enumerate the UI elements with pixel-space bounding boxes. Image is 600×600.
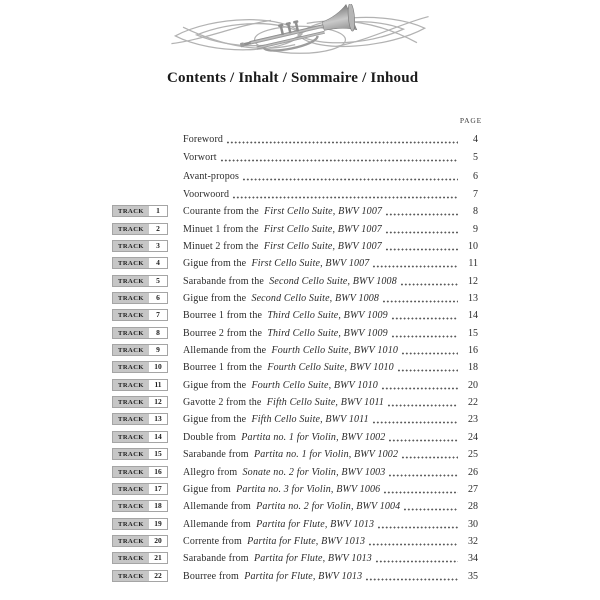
page-number: 22 bbox=[468, 397, 478, 409]
track-number: 14 bbox=[149, 432, 167, 442]
toc-row-track bbox=[112, 444, 478, 461]
track-badge bbox=[112, 483, 168, 495]
dot-leader bbox=[388, 434, 458, 443]
track-badge-label: TRACK bbox=[113, 571, 149, 581]
entry-prefix: Gigue from the bbox=[183, 293, 249, 305]
entry-work-italic: Fifth Cello Suite, BWV 1011 bbox=[266, 397, 385, 409]
track-badge bbox=[112, 431, 168, 443]
track-badge-label: TRACK bbox=[113, 449, 149, 459]
track-badge bbox=[112, 570, 168, 582]
entry-prefix: Sarabande from the bbox=[183, 275, 267, 287]
dot-leader bbox=[365, 573, 458, 582]
toc-row-track bbox=[112, 201, 478, 218]
toc-row-front-matter bbox=[112, 164, 478, 183]
page-number: 5 bbox=[473, 152, 478, 163]
track-number: 4 bbox=[149, 258, 167, 268]
track-badge-label: TRACK bbox=[113, 467, 149, 477]
track-badge-col bbox=[112, 483, 183, 496]
dot-leader bbox=[385, 208, 458, 217]
entry-prefix: Minuet 2 from the bbox=[183, 241, 262, 253]
entry-title bbox=[183, 224, 382, 236]
track-badge bbox=[112, 240, 168, 252]
track-badge bbox=[112, 535, 168, 547]
dot-leader bbox=[383, 486, 458, 495]
dot-leader bbox=[375, 555, 458, 564]
track-number: 6 bbox=[149, 293, 167, 303]
entry-prefix: Double from bbox=[183, 431, 239, 443]
dot-leader bbox=[385, 243, 458, 252]
track-badge-label: TRACK bbox=[113, 258, 149, 268]
track-badge-col bbox=[112, 379, 183, 392]
toc-row-track bbox=[112, 270, 478, 287]
page-number: 15 bbox=[468, 327, 478, 339]
track-badge-label: TRACK bbox=[113, 310, 149, 320]
entry-title bbox=[183, 152, 217, 164]
entry-work-italic: Partita no. 1 for Violin, BWV 1002 bbox=[253, 449, 399, 461]
page-number: 20 bbox=[468, 379, 478, 391]
dot-leader bbox=[242, 173, 458, 182]
dot-leader bbox=[391, 312, 458, 321]
entry-prefix: Sarabande from bbox=[183, 449, 252, 461]
page-number: 34 bbox=[468, 553, 478, 565]
page-number: 28 bbox=[468, 501, 478, 513]
entry-work-italic: Partita no. 3 for Violin, BWV 1006 bbox=[236, 483, 381, 495]
track-badge-col bbox=[112, 309, 183, 322]
entry-work-italic: Partita for Flute, BWV 1013 bbox=[253, 553, 372, 565]
entry-work-italic: Partita no. 2 for Violin, BWV 1004 bbox=[256, 501, 401, 513]
dot-leader bbox=[388, 469, 458, 478]
entry-work-italic: Partita no. 1 for Violin, BWV 1002 bbox=[241, 431, 386, 443]
track-badge bbox=[112, 396, 168, 408]
track-badge-col bbox=[112, 570, 183, 583]
dot-leader bbox=[372, 416, 458, 425]
track-number: 21 bbox=[149, 553, 167, 563]
entry-prefix: Gavotte 2 from the bbox=[183, 397, 265, 409]
track-number: 1 bbox=[149, 206, 167, 216]
track-badge-col bbox=[112, 466, 183, 479]
page-number: 6 bbox=[473, 170, 478, 182]
track-badge-label: TRACK bbox=[113, 414, 149, 424]
entry-work-italic: Sonate no. 2 for Violin, BWV 1003 bbox=[242, 466, 386, 478]
track-number: 11 bbox=[149, 380, 167, 390]
track-number: 17 bbox=[149, 484, 167, 494]
entry-prefix: Allemande from bbox=[183, 501, 254, 513]
entry-work-italic: Second Cello Suite, BWV 1008 bbox=[269, 275, 397, 287]
track-badge-col bbox=[112, 344, 183, 357]
dot-leader bbox=[226, 136, 458, 145]
page-number: 23 bbox=[468, 414, 478, 426]
entry-work-italic: Partita for Flute, BWV 1013 bbox=[256, 518, 375, 530]
toc-row-track bbox=[112, 374, 478, 391]
entry-prefix: Bourree 2 from the bbox=[183, 327, 265, 339]
entry-title bbox=[183, 571, 362, 583]
toc-row-track bbox=[112, 565, 478, 582]
track-badge-col bbox=[112, 361, 183, 374]
track-badge-label: TRACK bbox=[113, 432, 149, 442]
entry-title bbox=[183, 484, 380, 496]
entry-work-italic: First Cello Suite, BWV 1007 bbox=[264, 206, 383, 218]
track-badge bbox=[112, 327, 168, 339]
track-badge bbox=[112, 292, 168, 304]
page-number: 30 bbox=[468, 518, 478, 530]
track-badge bbox=[112, 275, 168, 287]
entry-title bbox=[183, 414, 369, 426]
toc-row-track bbox=[112, 409, 478, 426]
track-number: 5 bbox=[149, 276, 167, 286]
page-number: 18 bbox=[468, 362, 478, 374]
entry-prefix: Allegro from bbox=[183, 466, 240, 478]
toc-row-track bbox=[112, 531, 478, 548]
entry-work-italic: Partita for Flute, BWV 1013 bbox=[244, 570, 363, 582]
entry-label: Voorwoord bbox=[183, 189, 230, 200]
dot-leader bbox=[403, 503, 458, 512]
track-badge-label: TRACK bbox=[113, 519, 149, 529]
track-badge bbox=[112, 466, 168, 478]
track-badge-label: TRACK bbox=[113, 380, 149, 390]
toc-row-track bbox=[112, 548, 478, 565]
entry-title bbox=[183, 258, 369, 270]
entry-prefix: Allemande from the bbox=[183, 345, 269, 357]
toc-row-track bbox=[112, 253, 478, 270]
entry-title bbox=[183, 189, 229, 201]
trumpet-graphic bbox=[237, 4, 361, 60]
page-number: 32 bbox=[468, 535, 478, 547]
toc-row-track bbox=[112, 426, 478, 443]
toc-row-track bbox=[112, 392, 478, 409]
entry-work-italic: Fourth Cello Suite, BWV 1010 bbox=[271, 345, 398, 357]
entry-prefix: Bourree 1 from the bbox=[183, 362, 265, 374]
entry-prefix: Bourree from bbox=[183, 570, 242, 582]
table-of-contents bbox=[112, 127, 478, 583]
track-badge bbox=[112, 361, 168, 373]
track-number: 16 bbox=[149, 467, 167, 477]
page-number: 4 bbox=[473, 133, 478, 145]
page-title: Contents / Inhalt / Sommaire / Inhoud bbox=[167, 70, 419, 86]
track-badge-label: TRACK bbox=[113, 224, 149, 234]
entry-title bbox=[183, 328, 388, 340]
track-badge-label: TRACK bbox=[113, 553, 149, 563]
toc-row-front-matter bbox=[112, 146, 478, 165]
entry-prefix: Minuet 1 from the bbox=[183, 223, 262, 235]
track-number: 10 bbox=[149, 362, 167, 372]
track-badge-label: TRACK bbox=[113, 362, 149, 372]
entry-title bbox=[183, 519, 374, 531]
toc-row-front-matter bbox=[112, 183, 478, 202]
entry-prefix: Allemande from bbox=[183, 518, 254, 530]
track-badge bbox=[112, 223, 168, 235]
track-number: 15 bbox=[149, 449, 167, 459]
track-badge-col bbox=[112, 223, 183, 236]
toc-row-track bbox=[112, 288, 478, 305]
entry-prefix: Bourree 1 from the bbox=[183, 310, 265, 322]
toc-row-track bbox=[112, 305, 478, 322]
track-badge-col bbox=[112, 535, 183, 548]
track-badge bbox=[112, 500, 168, 512]
entry-title bbox=[183, 380, 378, 392]
track-badge bbox=[112, 344, 168, 356]
track-badge-col bbox=[112, 257, 183, 270]
entry-title bbox=[183, 206, 382, 218]
toc-row-track bbox=[112, 496, 478, 513]
dot-leader bbox=[391, 330, 458, 339]
entry-work-italic: First Cello Suite, BWV 1007 bbox=[263, 223, 382, 235]
track-badge bbox=[112, 448, 168, 460]
track-number: 18 bbox=[149, 501, 167, 511]
entry-label: Vorwort bbox=[183, 152, 217, 163]
entry-work-italic: Fourth Cello Suite, BWV 1010 bbox=[267, 362, 394, 374]
track-badge bbox=[112, 205, 168, 217]
entry-title bbox=[183, 293, 379, 305]
track-badge-label: TRACK bbox=[113, 241, 149, 251]
entry-prefix: Courante from the bbox=[183, 206, 262, 218]
track-number: 20 bbox=[149, 536, 167, 546]
entry-prefix: Sarabande from bbox=[183, 553, 252, 565]
toc-row-track bbox=[112, 218, 478, 235]
page-number: 13 bbox=[468, 293, 478, 305]
toc-row-track bbox=[112, 322, 478, 339]
entry-work-italic: Third Cello Suite, BWV 1009 bbox=[267, 327, 388, 339]
track-badge-label: TRACK bbox=[113, 276, 149, 286]
entry-title bbox=[183, 362, 394, 374]
track-badge-col bbox=[112, 396, 183, 409]
track-badge-label: TRACK bbox=[113, 484, 149, 494]
entry-prefix: Gigue from the bbox=[183, 258, 249, 270]
entry-title bbox=[183, 171, 239, 183]
page-number: 35 bbox=[468, 570, 478, 582]
track-badge-col bbox=[112, 292, 183, 305]
entry-work-italic: Fourth Cello Suite, BWV 1010 bbox=[251, 379, 378, 391]
page-number: 27 bbox=[468, 483, 478, 495]
track-badge-col bbox=[112, 518, 183, 531]
dot-leader bbox=[368, 538, 458, 547]
entry-title bbox=[183, 467, 385, 479]
entry-prefix: Corrente from bbox=[183, 535, 245, 547]
entry-label: Avant-propos bbox=[183, 170, 240, 182]
track-number: 3 bbox=[149, 241, 167, 251]
track-badge-label: TRACK bbox=[113, 206, 149, 216]
entry-title bbox=[183, 553, 372, 565]
track-badge-col bbox=[112, 327, 183, 340]
entry-prefix: Gigue from bbox=[183, 483, 234, 495]
entry-title bbox=[183, 310, 388, 322]
entry-title bbox=[183, 536, 365, 548]
track-number: 19 bbox=[149, 519, 167, 529]
track-badge-col bbox=[112, 275, 183, 288]
dot-leader bbox=[381, 382, 458, 391]
toc-row-track bbox=[112, 461, 478, 478]
toc-row-track bbox=[112, 357, 478, 374]
track-number: 2 bbox=[149, 224, 167, 234]
track-badge-col bbox=[112, 431, 183, 444]
entry-title bbox=[183, 432, 385, 444]
track-badge bbox=[112, 552, 168, 564]
track-badge bbox=[112, 413, 168, 425]
track-badge-col bbox=[112, 500, 183, 513]
entry-title bbox=[183, 449, 398, 461]
track-badge bbox=[112, 379, 168, 391]
entry-work-italic: Second Cello Suite, BWV 1008 bbox=[251, 293, 380, 305]
entry-work-italic: Third Cello Suite, BWV 1009 bbox=[267, 310, 388, 322]
track-number: 12 bbox=[149, 397, 167, 407]
track-badge-col bbox=[112, 448, 183, 461]
page-number: 10 bbox=[468, 241, 478, 253]
dot-leader bbox=[382, 295, 458, 304]
dot-leader bbox=[401, 347, 458, 356]
entry-title bbox=[183, 241, 382, 253]
dot-leader bbox=[385, 226, 458, 235]
entry-title bbox=[183, 276, 397, 288]
track-number: 7 bbox=[149, 310, 167, 320]
dot-leader bbox=[397, 364, 458, 373]
track-badge-label: TRACK bbox=[113, 501, 149, 511]
track-badge bbox=[112, 309, 168, 321]
page-number: 11 bbox=[468, 258, 478, 270]
track-number: 22 bbox=[149, 571, 167, 581]
track-badge bbox=[112, 518, 168, 530]
dot-leader bbox=[400, 278, 458, 287]
track-badge bbox=[112, 257, 168, 269]
track-badge-label: TRACK bbox=[113, 328, 149, 338]
track-badge-col bbox=[112, 552, 183, 565]
track-badge-col bbox=[112, 413, 183, 426]
toc-row-track bbox=[112, 479, 478, 496]
page-number: 25 bbox=[468, 449, 478, 461]
entry-work-italic: First Cello Suite, BWV 1007 bbox=[263, 241, 382, 253]
track-badge-label: TRACK bbox=[113, 293, 149, 303]
entry-title bbox=[183, 501, 400, 513]
page-number: 26 bbox=[468, 466, 478, 478]
page-number: 8 bbox=[473, 206, 478, 218]
entry-title bbox=[183, 397, 384, 409]
page-number: 14 bbox=[468, 310, 478, 322]
entry-prefix: Gigue from the bbox=[183, 379, 249, 391]
page-number: 9 bbox=[473, 223, 478, 235]
entry-label: Foreword bbox=[183, 133, 224, 145]
track-badge-label: TRACK bbox=[113, 397, 149, 407]
track-badge-label: TRACK bbox=[113, 536, 149, 546]
trumpet-flourish-illustration bbox=[165, 4, 435, 62]
track-number: 9 bbox=[149, 345, 167, 355]
dot-leader bbox=[372, 260, 458, 269]
toc-row-track bbox=[112, 340, 478, 357]
entry-prefix: Gigue from the bbox=[183, 414, 249, 426]
dot-leader bbox=[401, 451, 458, 460]
track-badge-label: TRACK bbox=[113, 345, 149, 355]
dot-leader bbox=[377, 521, 458, 530]
page-column-header: PAGE bbox=[459, 116, 482, 125]
page-number: 24 bbox=[468, 431, 478, 443]
entry-work-italic: Fifth Cello Suite, BWV 1011 bbox=[251, 414, 369, 426]
dot-leader bbox=[232, 191, 458, 200]
entry-work-italic: First Cello Suite, BWV 1007 bbox=[251, 258, 370, 270]
page-number: 16 bbox=[468, 345, 478, 357]
entry-title bbox=[183, 134, 223, 146]
entry-title bbox=[183, 345, 398, 357]
dot-leader bbox=[220, 154, 458, 163]
toc-row-track bbox=[112, 513, 478, 530]
page-number: 7 bbox=[473, 189, 478, 200]
entry-work-italic: Partita for Flute, BWV 1013 bbox=[247, 535, 366, 547]
track-badge-col bbox=[112, 240, 183, 253]
track-number: 8 bbox=[149, 328, 167, 338]
dot-leader bbox=[387, 399, 458, 408]
track-badge-col bbox=[112, 205, 183, 218]
track-number: 13 bbox=[149, 414, 167, 424]
page-number: 12 bbox=[468, 275, 478, 287]
toc-row-track bbox=[112, 236, 478, 253]
toc-row-front-matter bbox=[112, 127, 478, 146]
